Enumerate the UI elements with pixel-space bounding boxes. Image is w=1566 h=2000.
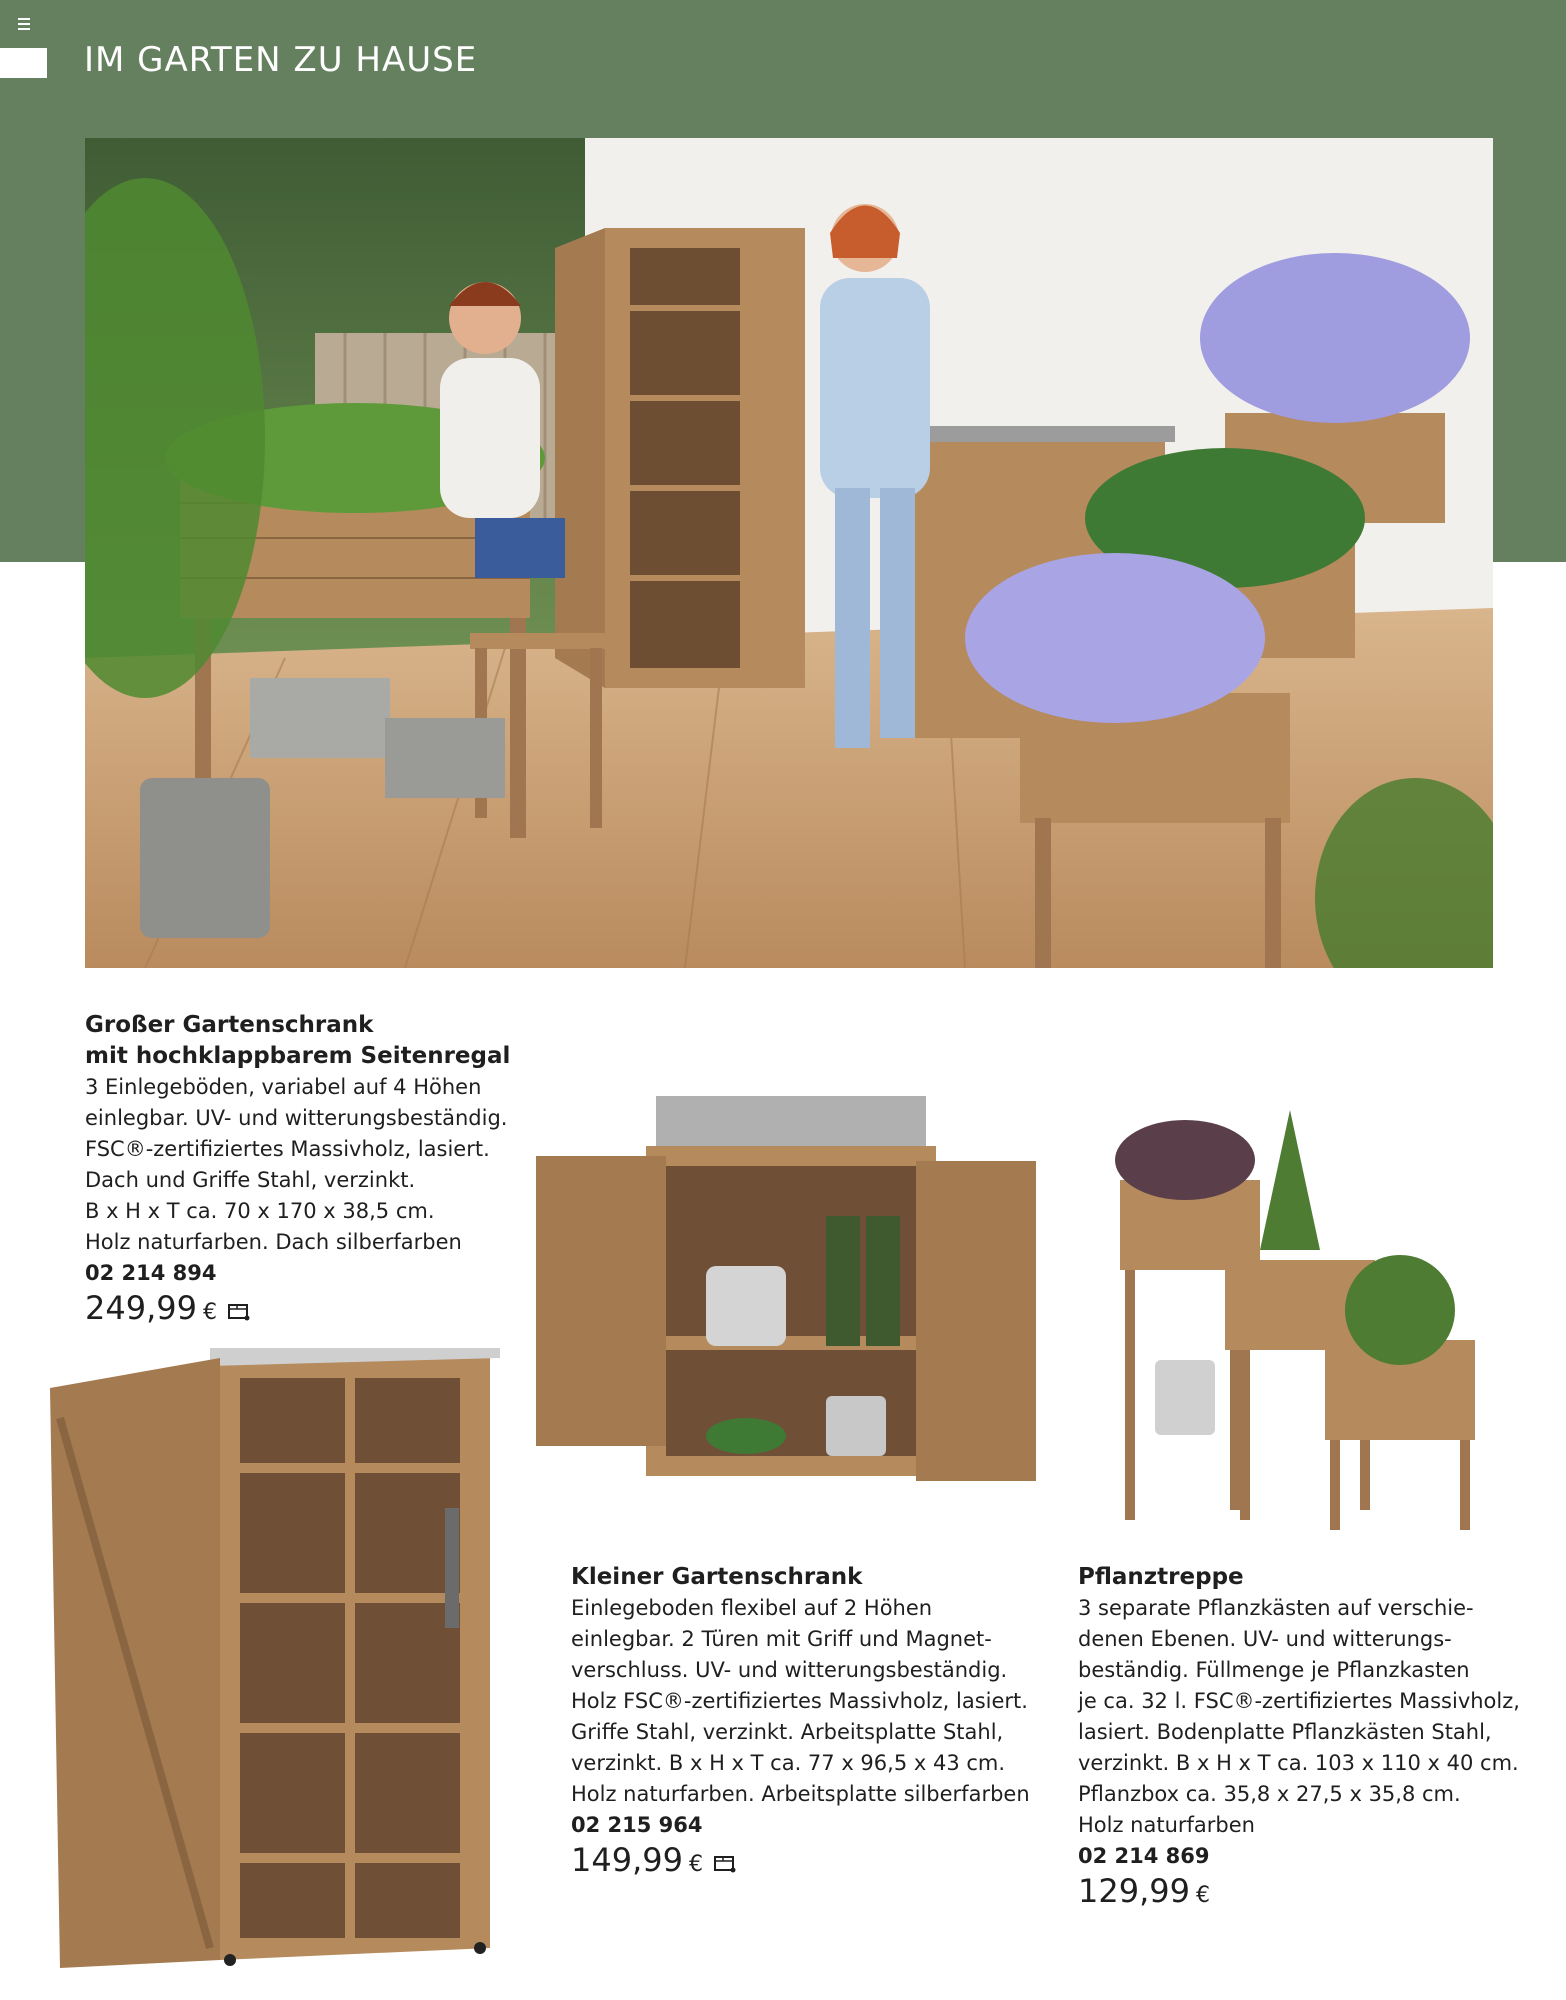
menu-icon (18, 18, 30, 30)
currency-symbol: € (202, 1300, 217, 1325)
product-desc-line: verschluss. UV- und witterungsbeständig. (571, 1658, 1008, 1682)
product-desc-line: 3 Einlegeböden, variabel auf 4 Höhen (85, 1075, 482, 1099)
product-desc-line: einlegbar. UV- und witterungsbeständig. (85, 1106, 508, 1130)
product-price: 149,99 (571, 1841, 683, 1879)
product-small-garden-cabinet (571, 1562, 1051, 1880)
product-desc-line: je ca. 32 l. FSC®-zertifiziertes Massivholz, (1078, 1689, 1520, 1713)
product-name: Großer Gartenschrank (85, 1012, 374, 1038)
product-desc-line: Holz naturfarben (1078, 1813, 1255, 1837)
product-desc-line: Holz naturfarben. Dach silberfarben (85, 1230, 462, 1254)
product-name: Kleiner Gartenschrank (571, 1564, 863, 1590)
product-desc-line: Holz FSC®-zertifiziertes Massivholz, lasiert. (571, 1689, 1028, 1713)
product-large-garden-cabinet (85, 1010, 525, 1328)
product-desc-line: Einlegeboden flexibel auf 2 Höhen (571, 1596, 933, 1620)
product-desc-line: 3 separate Pflanzkästen auf verschie- (1078, 1596, 1474, 1620)
product-price: 249,99 (85, 1289, 197, 1327)
price-row (85, 1289, 525, 1328)
section-title: IM GARTEN ZU HAUSE (84, 40, 478, 80)
product-desc-line: FSC®-zertifiziertes Massivholz, lasiert. (85, 1137, 490, 1161)
hero-garden-photo (85, 138, 1493, 968)
product-desc-line: Holz naturfarben. Arbeitsplatte silberfarben (571, 1782, 1030, 1806)
parcel-icon (713, 1853, 737, 1873)
product-name-line2: mit hochklappbarem Seitenregal (85, 1043, 511, 1069)
product-name: Pflanztreppe (1078, 1564, 1244, 1590)
product-desc-line: lasiert. Bodenplatte Pflanzkästen Stahl, (1078, 1720, 1492, 1744)
product-desc-line: Pflanzbox ca. 35,8 x 27,5 x 35,8 cm. (1078, 1782, 1461, 1806)
product-desc-line: denen Ebenen. UV- und witterungs- (1078, 1627, 1452, 1651)
product-desc-line: Dach und Griffe Stahl, verzinkt. (85, 1168, 416, 1192)
product-desc-line: B x H x T ca. 70 x 170 x 38,5 cm. (85, 1199, 435, 1223)
product-desc-line: verzinkt. B x H x T ca. 77 x 96,5 x 43 cm. (571, 1751, 1006, 1775)
product-sku: 02 215 964 (571, 1813, 703, 1837)
currency-symbol: € (688, 1852, 703, 1877)
plant-stairs-image (1100, 1100, 1485, 1540)
parcel-icon (227, 1301, 251, 1321)
product-desc-line: beständig. Füllmenge je Pflanzkasten (1078, 1658, 1470, 1682)
product-price: 129,99 (1078, 1872, 1190, 1910)
product-sku: 02 214 894 (85, 1261, 217, 1285)
currency-symbol: € (1195, 1883, 1210, 1908)
product-desc-line: verzinkt. B x H x T ca. 103 x 110 x 40 cm. (1078, 1751, 1519, 1775)
product-sku: 02 214 869 (1078, 1844, 1210, 1868)
product-desc-line: Griffe Stahl, verzinkt. Arbeitsplatte Stahl, (571, 1720, 1004, 1744)
product-desc-line: einlegbar. 2 Türen mit Griff und Magnet- (571, 1627, 992, 1651)
small-garden-cabinet-image (536, 1086, 1036, 1526)
page-tab-marker (0, 48, 47, 78)
large-garden-cabinet-image (50, 1348, 510, 1970)
price-row (1078, 1872, 1538, 1911)
price-row (571, 1841, 1051, 1880)
product-plant-stairs (1078, 1562, 1538, 1911)
